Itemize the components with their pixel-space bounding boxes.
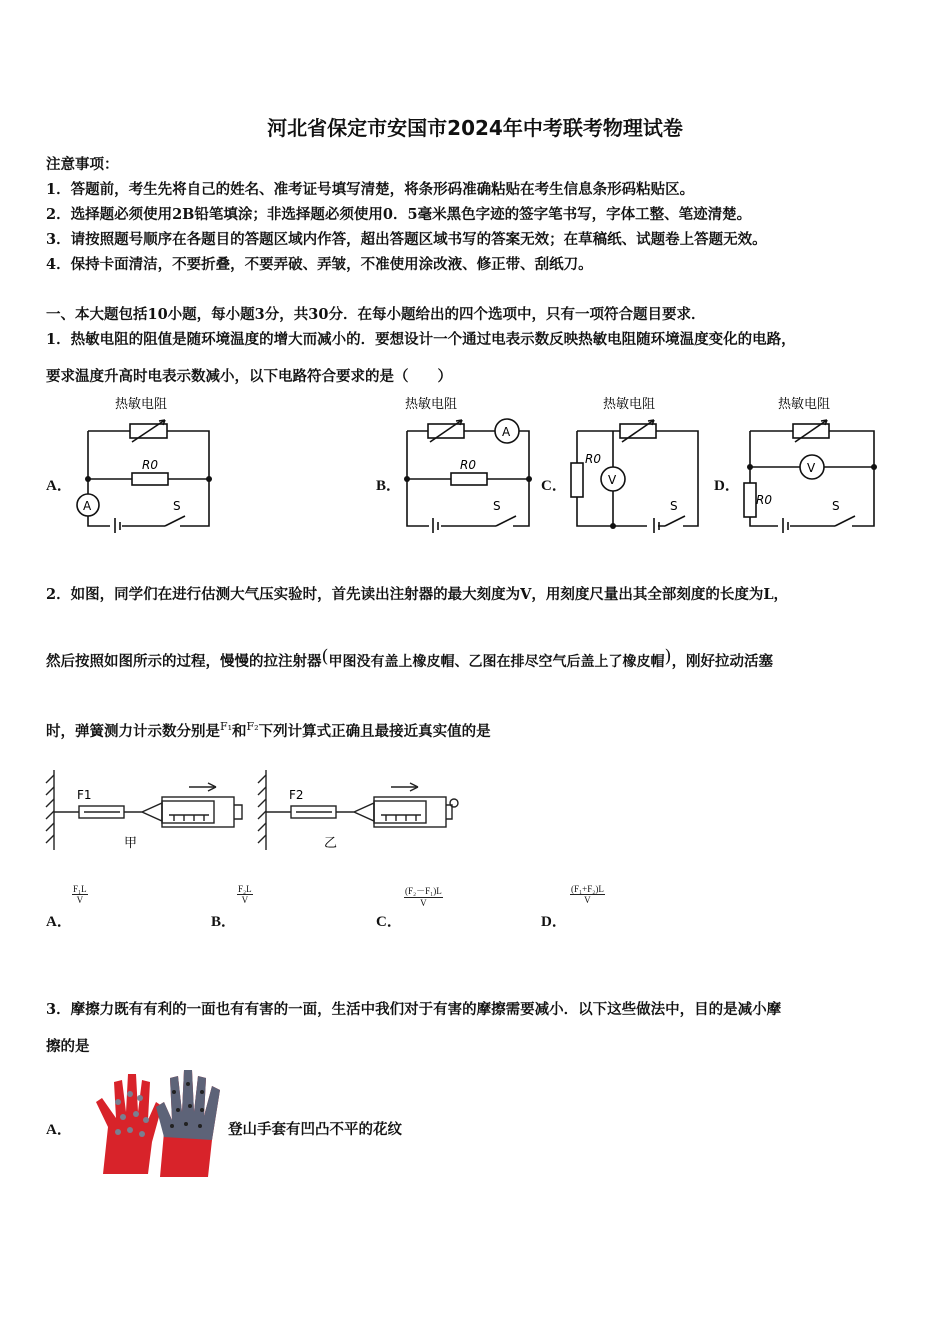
circuit-d-diagram	[740, 393, 885, 533]
r0-label: R0	[142, 458, 158, 472]
thermistor-label: 热敏电阻	[405, 397, 458, 412]
q2-option-a-formula: $\frac{\text{F₁L}}{V}$	[73, 884, 87, 905]
q2-option-c-label: C．	[376, 914, 402, 930]
climbing-gloves-image	[78, 1062, 228, 1182]
q1-option-b-label: B．	[376, 478, 402, 494]
syringe-experiment-figure	[44, 765, 464, 860]
r0-label: R0	[756, 493, 772, 507]
f1-symbol: F₁	[220, 720, 233, 734]
q1-stem-line1: 1．热敏电阻的阻值是随环境温度的增大而减小的．要想设计一个通过电表示数反映热敏电阻随环境温度变化的电路，	[46, 331, 796, 348]
circuit-a-diagram	[70, 393, 220, 533]
figure-yi-label: 乙	[324, 836, 338, 851]
q2-option-d-formula: $\frac{\text{(F₁+F₂)L}}{V}$	[571, 884, 604, 905]
thermistor-label: 热敏电阻	[115, 397, 168, 412]
notice-item: 4．保持卡面清洁，不要折叠，不要弄破、弄皱，不准使用涂改液、修正带、刮纸刀。	[46, 256, 593, 273]
notice-item: 3．请按照题号顺序在各题目的答题区域内作答，超出答题区域书写的答案无效；在草稿纸、试题卷上答题无效。	[46, 231, 767, 248]
q2-and: 和	[232, 723, 247, 740]
switch-label: S	[670, 499, 678, 513]
f2-symbol: F₂	[246, 720, 259, 734]
q2-option-a-label: A．	[46, 914, 72, 930]
voltmeter-symbol: V	[608, 473, 617, 487]
switch-label: S	[832, 499, 840, 513]
figure-jia-label: 甲	[124, 836, 138, 851]
r0-label: R0	[585, 452, 601, 466]
q2-option-b-formula: $\frac{\text{F₂L}}{V}$	[238, 884, 252, 905]
q1-option-d-label: D．	[714, 478, 740, 494]
switch-label: S	[173, 499, 181, 513]
q2-option-c-formula: $\frac{\text{(F₂－F₁)L}}{V}$	[405, 886, 442, 908]
q2-stem-line2-b: 甲图没有盖上橡皮帽、乙图在排尽空气后盖上了橡皮帽	[328, 654, 665, 670]
q2-option-d-label: D．	[541, 914, 567, 930]
thermistor-label: 热敏电阻	[778, 397, 831, 412]
notice-item: 2．选择题必须使用2B铅笔填涂；非选择题必须使用0．5毫米黑色字迹的签字笔书写，字体工整、笔迹清楚。	[46, 206, 752, 223]
q2-option-b-label: B．	[211, 914, 237, 930]
q2-stem-line3-a: 时，弹簧测力计示数分别是	[46, 723, 220, 740]
f2-figure-label: F2	[289, 788, 304, 802]
page-title: 河北省保定市安国市2024年中考联考物理试卷	[267, 116, 683, 140]
q3-option-a-label: A．	[46, 1122, 72, 1138]
switch-label: S	[493, 499, 501, 513]
circuit-b-diagram	[393, 393, 543, 533]
voltmeter-symbol: V	[807, 461, 816, 475]
ammeter-symbol: A	[502, 425, 511, 439]
q1-option-a-label: A．	[46, 478, 72, 494]
ammeter-symbol: A	[83, 499, 92, 513]
q2-stem-line1: 2．如图，同学们在进行估测大气压实验时，首先读出注射器的最大刻度为V，用刻度尺量出其全部刻度的长度为L，	[46, 586, 789, 603]
notice-item: 1．答题前，考生先将自己的姓名、准考证号填写清楚，将条形码准确粘贴在考生信息条形码粘贴区。	[46, 181, 695, 198]
circuit-c-diagram	[565, 393, 705, 533]
q2-stem-line3-b: 下列计算式正确且最接近真实值的是	[258, 723, 491, 740]
q1-option-c-label: C．	[541, 478, 567, 494]
q2-stem-line2-c: ，刚好拉动活塞	[671, 653, 774, 670]
notice-heading: 注意事项：	[46, 156, 119, 173]
f1-figure-label: F1	[77, 788, 92, 802]
q3-option-a-text: 登山手套有凹凸不平的花纹	[228, 1121, 402, 1138]
q2-stem-line3	[46, 720, 491, 741]
q3-stem-line2: 擦的是	[46, 1038, 90, 1055]
thermistor-label: 热敏电阻	[603, 397, 656, 412]
section-heading: 一、本大题包括10小题，每小题3分，共30分．在每小题给出的四个选项中，只有一项符合题目要求．	[46, 306, 706, 323]
q2-stem-line2-a: 然后按照如图所示的过程，慢慢的拉注射器	[46, 653, 322, 670]
r0-label: R0	[460, 458, 476, 472]
q3-stem-line1: 3．摩擦力既有有利的一面也有有害的一面，生活中我们对于有害的摩擦需要减小．以下这些做法中，目的是减小摩	[46, 1001, 782, 1018]
q2-stem-line2: 然后按照如图所示的过程，慢慢的拉注射器(甲图没有盖上橡皮帽、乙图在排尽空气后盖上了橡皮帽)，刚好拉动活塞	[46, 646, 774, 670]
q1-stem-line2: 要求温度升高时电表示数减小，以下电路符合要求的是（ ）	[46, 368, 452, 385]
